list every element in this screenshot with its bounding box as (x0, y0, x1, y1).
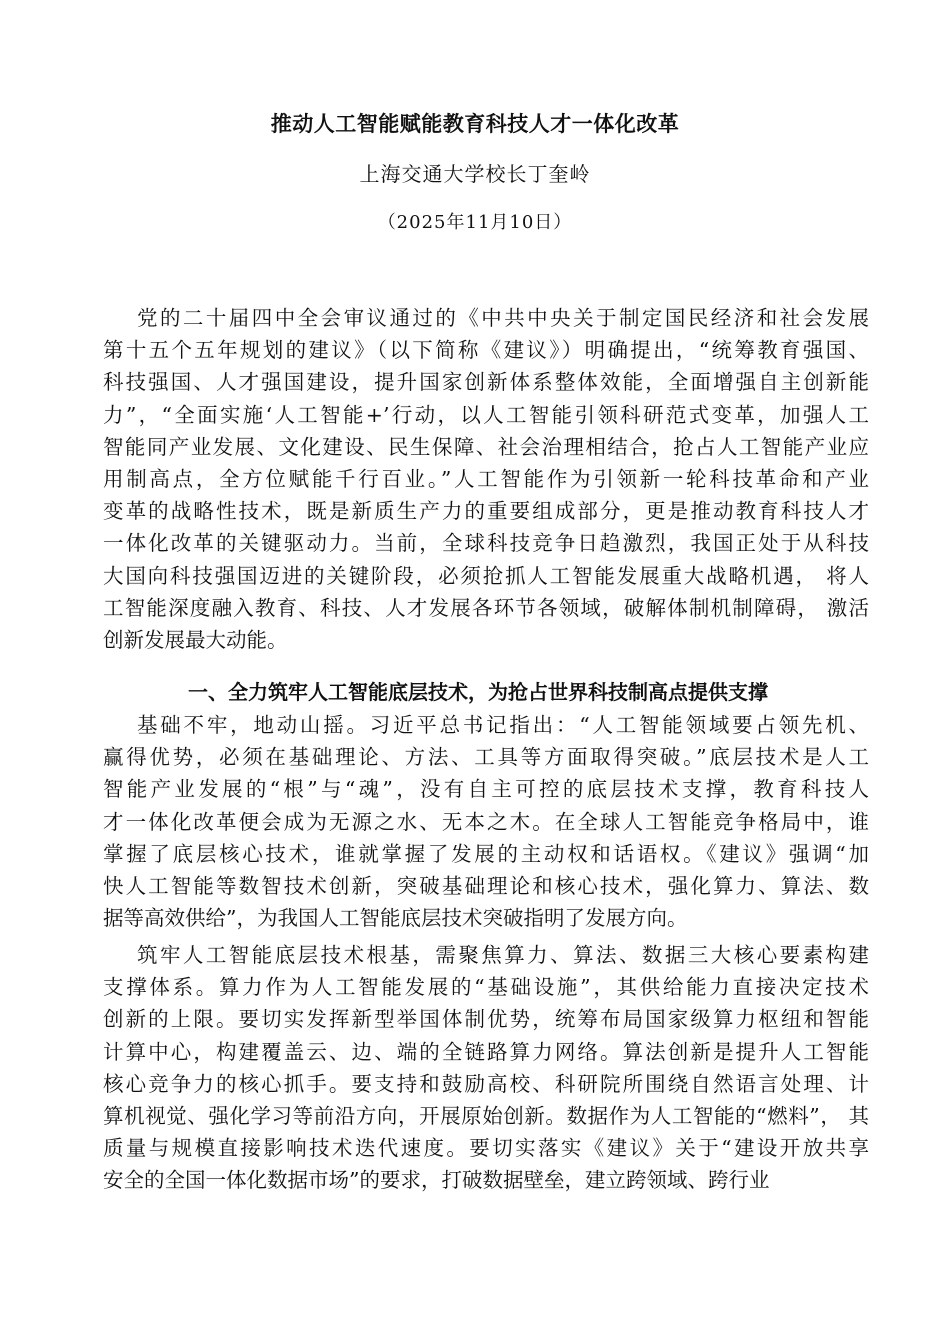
text-line: 基础不牢，地动山摇。习近平总书记指出：“人工智能领域要占领先机、 (137, 713, 869, 737)
text-line: 核心竞争力的核心抓手。要支持和鼓励高校、科研院所围绕自然语言处理、计 (103, 1071, 869, 1096)
document-author: 上海交通大学校长丁奎岭 (359, 162, 591, 186)
text-line: 变革的战略性技术，既是新质生产力的重要组成部分，更是推动教育科技人才 (103, 499, 869, 524)
text-line: 掌握了底层核心技术，谁就掌握了发展的主动权和话语权。《建议》强调“加 (103, 841, 869, 866)
paragraph-section1-b (103, 939, 869, 1197)
text-line: 工智能深度融入教育、科技、人才发展各环节各领域，破解体制机制障碍， 激活 (103, 595, 869, 620)
text-line: 智能产业发展的“根”与“魂”，没有自主可控的底层技术支撑，教育科技人 (103, 777, 869, 802)
section-heading-1: 一、全力筑牢人工智能底层技术，为抢占世界科技制高点提供支撑 (188, 680, 768, 704)
text-line: 一体化改革的关键驱动力。当前，全球科技竞争日趋激烈，我国正处于从科技 (103, 531, 869, 556)
text-line: 第十五个五年规划的建议》（以下简称《建议》）明确提出，“统筹教育强国、 (103, 338, 869, 363)
text-line: 智能同产业发展、文化建设、民生保障、社会治理相结合，抢占人工智能产业应 (103, 434, 869, 459)
document-title: 推动人工智能赋能教育科技人才一体化改革 (270, 111, 680, 136)
text-line: 大国向科技强国迈进的关键阶段，必须抢抓人工智能发展重大战略机遇， 将人 (103, 563, 869, 588)
text-line: 据等高效供给”，为我国人工智能底层技术突破指明了发展方向。 (103, 906, 688, 931)
document-date: （2025年11月10日） (377, 212, 573, 233)
text-line: 质量与规模直接影响技术迭代速度。要切实落实《建议》关于“建设开放共享 (103, 1136, 869, 1161)
text-line: 筑牢人工智能底层技术根基，需聚焦算力、算法、数据三大核心要素构建 (137, 943, 869, 967)
paragraph-intro (103, 302, 869, 656)
text-line: 科技强国、人才强国建设，提升国家创新体系整体效能，全面增强自主创新能 (103, 370, 869, 395)
text-line: 创新发展最大动能。 (103, 627, 288, 652)
text-line: 支撑体系。算力作为人工智能发展的“基础设施”，其供给能力直接决定技术 (103, 975, 869, 1000)
text-line: 计算中心，构建覆盖云、边、端的全链路算力网络。算法创新是提升人工智能 (103, 1039, 869, 1064)
text-line: 安全的全国一体化数据市场”的要求，打破数据壁垒，建立跨领域、跨行业 (103, 1168, 770, 1193)
text-line: 力”，“全面实施‘人工智能+’行动，以人工智能引领科研范式变革，加强人工 (103, 402, 869, 427)
text-line: 才一体化改革便会成为无源之水、无本之木。在全球人工智能竞争格局中，谁 (103, 809, 869, 834)
text-line: 赢得优势，必须在基础理论、方法、工具等方面取得突破。”底层技术是人工 (103, 745, 869, 770)
text-line: 党的二十届四中全会审议通过的《中共中央关于制定国民经济和社会发展 (137, 306, 869, 330)
paragraph-section1-a (103, 709, 869, 934)
text-line: 创新的上限。要切实发挥新型举国体制优势，统筹布局国家级算力枢纽和智能 (103, 1007, 869, 1032)
text-line: 用制高点，全方位赋能千行百业。”人工智能作为引领新一轮科技革命和产业 (103, 466, 869, 491)
text-line: 快人工智能等数智技术创新，突破基础理论和核心技术，强化算力、算法、数 (103, 873, 869, 898)
text-line: 算机视觉、强化学习等前沿方向，开展原始创新。数据作为人工智能的“燃料”， 其 (103, 1103, 869, 1128)
